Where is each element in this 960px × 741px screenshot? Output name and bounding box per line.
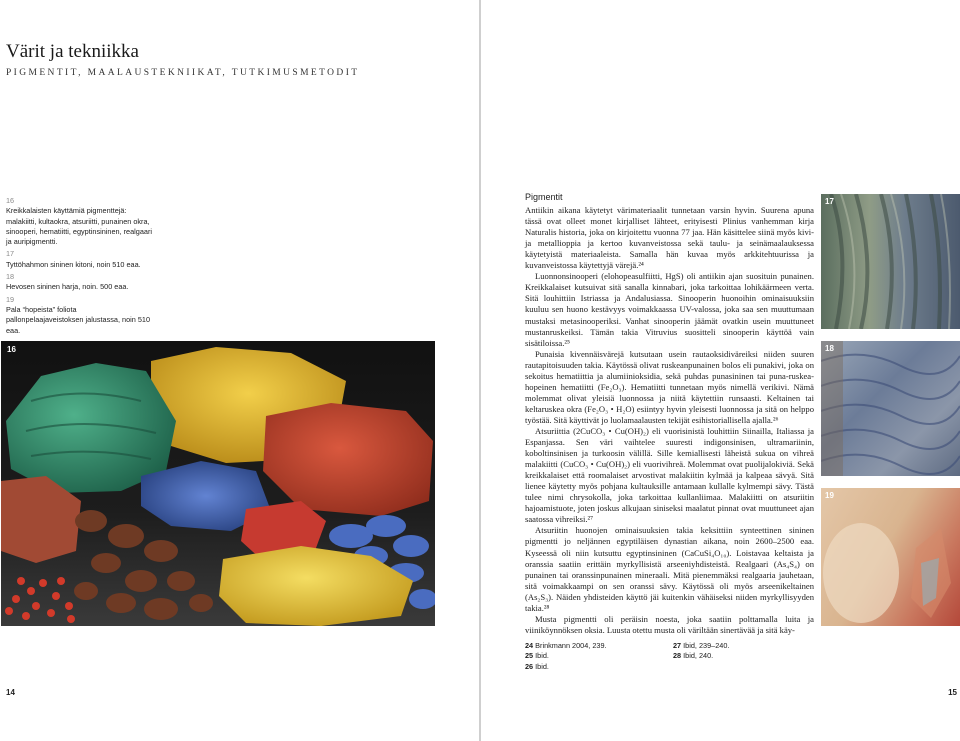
footnote: 25 Ibid. [525,651,549,661]
paragraph: Punaisia kivennäisvärejä kutsutaan usein rautaoksidiväreiksi niiden suuren rautapitoisuuden takia. Käytössä olivat ruskeanpunainen bolos eli punakivi, joka on sekoitus hematiittia ja alumiinioksidia, sekä puhdas punasininen tai puna-ruskea-hopeinen hematiitti (Fe₂O₃). Hematiitti tunnetaan myös nimellä verikivi. Nämä molemmat olivat yleisiä luonnossa ja niitä käytettiin runsaasti. Keltainen tai keltaruskea okra (Fe₂O₃ • H₂O) esiintyy hyvin yleisesti luonnossa ja sitä on helppo työstää. Sitä käyttivät jo luolamaalausten tekijät esihistoriallisella ajalla.²⁶ [525,348,814,425]
mane-texture-illustration [821,341,960,476]
page-number-left: 14 [6,688,15,697]
pigment-rocks-photo [1,341,435,626]
caption-number: 19 [6,294,15,304]
footnotes-col-1 [525,641,607,672]
photo-17-blue-chiton [821,194,960,329]
chapter-subtitle: PIGMENTIT, MAALAUSTEKNIIKAT, TUTKIMUSMETODIT [6,68,360,78]
chiton-folds-illustration [821,194,960,329]
realgar-grains [5,577,75,623]
page-number-right: 15 [948,688,957,697]
footnote: 28 Ibid, 240. [673,651,714,661]
foil-detail-illustration [821,488,960,626]
section-heading: Pigmentit [525,192,563,202]
footnotes-col-2 [673,641,729,662]
caption-number: 16 [6,196,15,205]
footnote: 24 Brinkmann 2004, 239. [525,641,607,650]
caption-17 [6,249,156,270]
footnote: 26 Ibid. [525,661,549,671]
photo-label-19: 19 [825,491,834,500]
red-ochre-rock [263,403,433,516]
paragraph: Musta pigmentti oli peräisin noesta, joka saatiin polttamalla luita ja viiniköynnöksen oksia. Luusta otettu musta oli väriltään sinertävää ja sitä käy- [525,613,814,635]
caption-19 [6,295,156,336]
caption-16 [6,196,156,247]
paragraph: Antiikin aikana käytetyt värimateriaalit tunnetaan varsin hyvin. Suurena apuna tässä ovat olleet monet kirjalliset lähteet, erityisesti Plinius vanhemman kirja Naturalis historia, joka on kirjoitettu vuonna 77 jaa. Hän käsittelee siinä myös kivi- ja metallioppia ja kertoo kuvanveistossa sekä taulu- ja seinämaalauksessa käytetyistä materiaaleista. Samalla hän kuvaa myös arkkitehtuurissa ja kuvanveistossa käytettyjä värejä.²⁴ [525,205,814,271]
caption-text: Tyttöhahmon sininen kitoni, noin 510 eaa. [6,259,141,269]
pigment-rocks-illustration [1,341,435,626]
caption-text: Hevosen sininen harja, noin. 500 eaa. [6,282,129,292]
malachite-rock [6,363,176,493]
caption-text: Kreikkalaisten käyttämiä pigmenttejä: malakiitti, kultaokra, atsuriitti, punainen okra, sinooperi, hematiitti, egyptinsininen, realgaari ja auripigmentti. [6,206,153,247]
photo-label-17: 17 [825,197,834,206]
photo-label-16: 16 [7,345,16,354]
body-text [525,192,814,636]
chapter-title: Värit ja tekniikka [6,41,139,62]
caption-number: 17 [6,249,15,259]
paragraph: Luonnonsinooperi (elohopeasulfiitti, HgS) oli antiikin ajan suosituin punainen. Kreikkalaiset kutsuivat sitä sanalla kinnabari, joka tarkoittaa lohikäärmeen verta. Sitä louhittiin Istriassa ja Andalusiassa. Sinooperin huonoihin ominaisuuksiin kuuluu sen huono kestävyys voimakkaassa UV-valossa, joka saa sen muuttumaan mustaksi metasinooperiksi. Vanhat sinooperin jäämät ovatkin usein muuttuneet mustanruskeiksi. Tämän takia Vitruvius suositteli sinooperin käyttöä vain sisätiloissa.²⁵ [525,271,814,348]
right-page [481,0,960,741]
photo-19-silver-foil [821,488,960,626]
caption-18 [6,272,156,293]
paragraph: Atsuriitin huonojen ominaisuuksien takia keksittiin synteettinen sininen pigmentti jo neljännen egyptiläisen dynastian aikana, noin 2600–2500 eaa. Kyseessä oli niin kutsuttu egyptinsininen (CaCuSi₄O₁₀). Loistavaa keltaista ja oranssia saatiin erittäin myrkyllisistä arseeniyhdisteistä. Realgaari (As₄S₄) on punainen tai oranssinpunainen mineraali. Mitä pienemmäksi realgaaria jauhetaan, sitä voimakkaampi on sen oranssi sävy. Käytössä oli myös arseenikeltainen (As₂S₃). Näiden yhdisteiden käyttö jäi kuitenkin vähäiseksi niiden myrkyllisyyden takia.²⁸ [525,525,814,613]
photo-label-18: 18 [825,344,834,353]
footnote: 27 Ibid, 239–240. [673,641,730,650]
paragraph: Atsuriittia (2CuCO₃ • Cu(OH)₂) eli vuorisinistä louhittiin Siinailla, Italiassa ja Espanjassa. Sen väri vaihtelee suuresti indigonsinisen, ultramariinin, koboltinsinisen ja turkoosin välillä. Sille kemiallisesti läheistä sukua on vihreä malakiitti (CuCO₃ • Cu(OH)₂) eli vuorivihreä. Molemmat ovat puolijalokiviä. Sekä kreikkalaiset että roomalaiset arvostivat malakiitin kylmää ja kalpeaa sävyä. Sitä lienee käytetty myös pohjana kultauksille antamaan kullalle kylmempi sävy. Tästä tulee nimi chrysokolla, joka tarkoittaa kullanliimaa. Malakiitti on atsuriitin hajoamistuote, joten joskus alkujaan siniseksi maalatut pinnat ovat muuttuneet ajan saatossa vihreiksi.²⁷ [525,425,814,525]
caption-text: Pala “hopeista” foliota pallonpelaajaveistoksen jalustassa, noin 510 eaa. [6,304,151,335]
photo-18-horse-mane [821,341,960,476]
figure-captions [6,196,156,336]
caption-number: 18 [6,272,15,282]
